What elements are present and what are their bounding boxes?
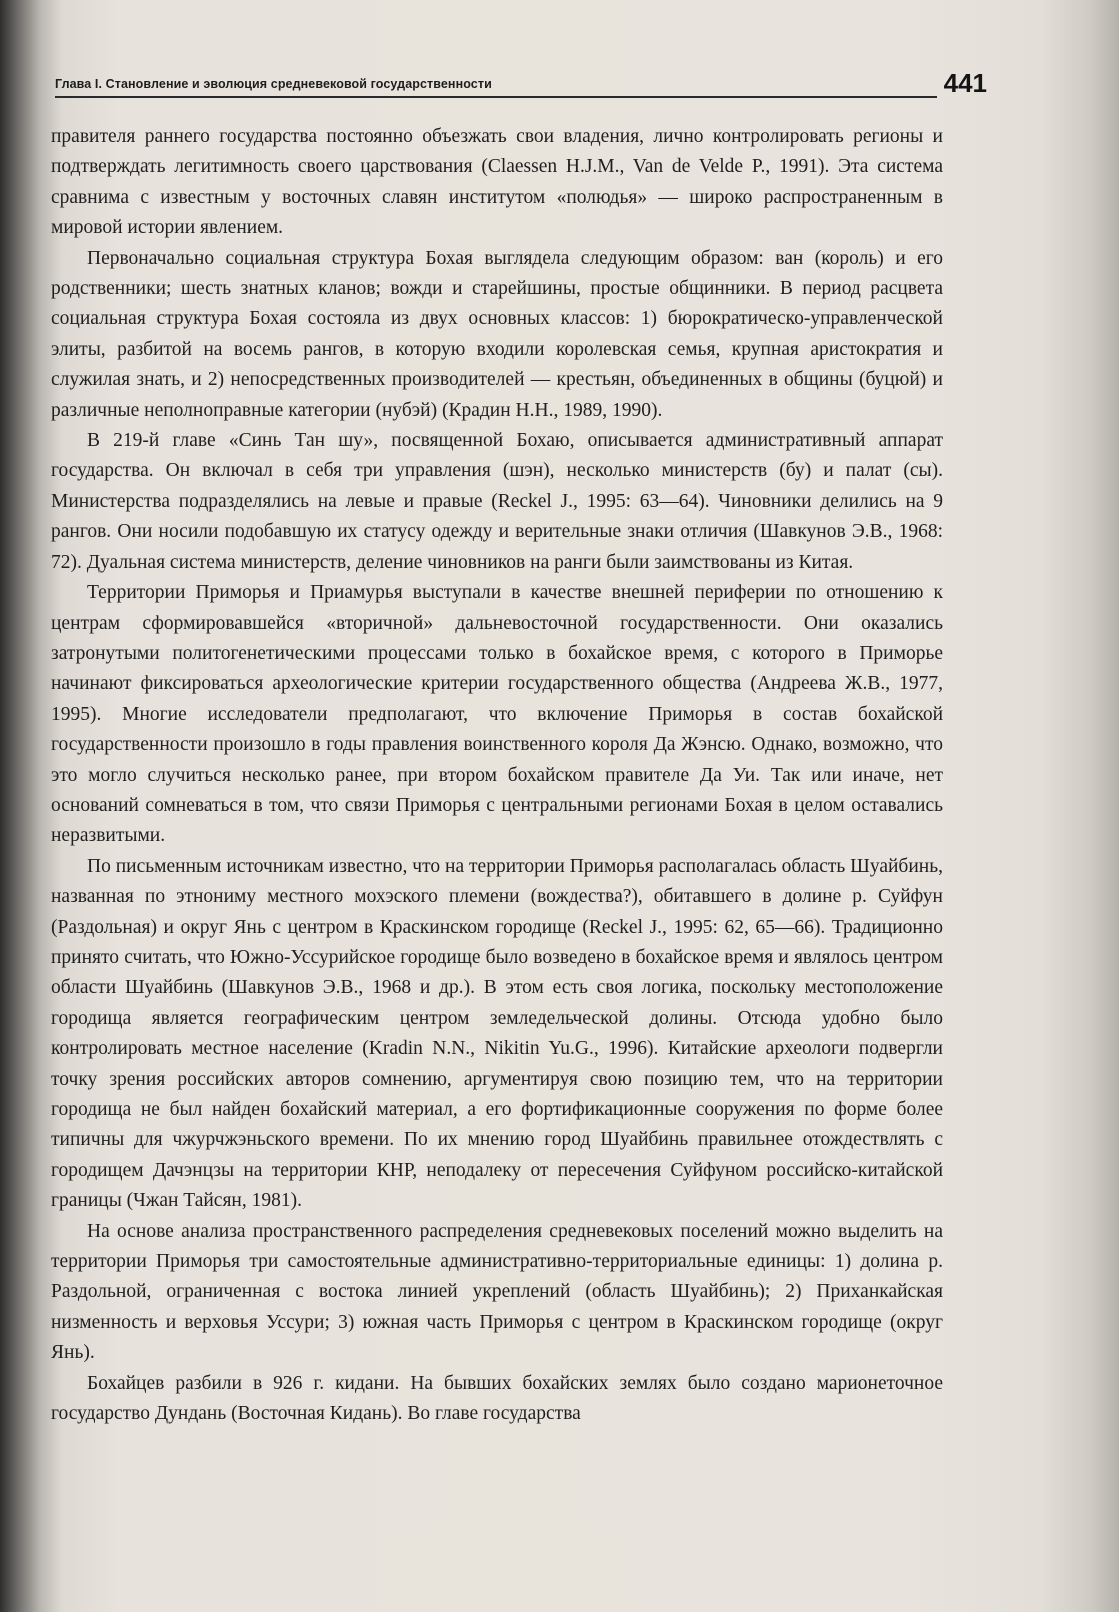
paragraph: правителя раннего государства постоянно объезжать свои владения, лично контролировать регионы и подтверждать легитимность своего царствования (Claessen H.J.M., Van de Velde P., 1991). Эта система сравнима с известным у восточных славян институтом «полюдья» — широко распространенным в мировой истории явлением. <box>51 126 943 239</box>
paragraph: Бохайцев разбили в 926 г. кидани. На бывших бохайских землях было создано марионеточное государство Дундань (Восточная Кидань). Во главе государства <box>51 1372 943 1425</box>
paragraph: Первоначально социальная структура Бохая выглядела следующим образом: ван (король) и его родственники; шесть знатных кланов; вожди и старейшины, простые общинники. В период расцвета социальная структура Бохая состояла из двух основных классов: 1) бюрократическо-управленческой элиты, разбитой на восемь рангов, в которую входили королевская семья, крупная аристократия и служилая знать, и 2) непосредственных производителей — крестьян, объединенных в общины (буцюй) и различные неполноправные категории (нубэй) (Крадин Н.Н., 1989, 1990). <box>51 247 943 421</box>
header-rule <box>55 96 937 98</box>
paragraph: На основе анализа пространственного распределения средневековых поселений можно выделить на территории Приморья три самостоятельные административно-территориальные единицы: 1) долина р. Раздольной, ограниченная с востока линией укреплений (область Шуайбинь); 2) Приханкайская низменность и верховья Уссури; 3) южная часть Приморья с центром в Краскинском городище (округ Янь). <box>51 1220 943 1364</box>
page-number: 441 <box>943 68 987 98</box>
running-title: Глава I. Становление и эволюция средневековой государственности <box>55 77 492 91</box>
paragraph: Территории Приморья и Приамурья выступали в качестве внешней периферии по отношению к центрам сформировавшейся «вторичной» дальневосточной государственности. Они оказались затронутыми политогенетическими процессами только в бохайское время, с которого в Приморье начинают фиксироваться археологические критерии государственного общества (Андреева Ж.В., 1977, 1995). Многие исследователи предполагают, что включение Приморья в состав бохайской государственности произошло в годы правления воинственного короля Да Жэнсю. Однако, возможно, что это могло случиться несколько ранее, при втором бохайском правителе Да Уи. Так или иначе, нет оснований сомневаться в том, что связи Приморья с центральными регионами Бохая в целом оставались неразвитыми. <box>51 582 943 847</box>
body-text <box>51 122 943 1429</box>
page-header <box>55 66 987 102</box>
paragraph: По письменным источникам известно, что на территории Приморья располагалась область Шуайбинь, названная по этнониму местного мохэского племени (вождества?), обитавшего в долине р. Суйфун (Раздольная) и округ Янь с центром в Краскинском городище (Reckel J., 1995: 62, 65—66). Традиционно принято считать, что Южно-Уссурийское городище было возведено в бохайское время и являлось центром области Шуайбинь (Шавкунов Э.В., 1968 и др.). В этом есть своя логика, поскольку местоположение городища является географическим центром земледельческой долины. Отсюда удобно было контролировать местное население (Kradin N.N., Nikitin Yu.G., 1996). Китайские археологи подвергли точку зрения российских авторов сомнению, аргументируя свою позицию тем, что на территории городища не был найден бохайский материал, а его фортификационные сооружения по форме более типичны для чжурчжэньского времени. По их мнению город Шуайбинь правильнее отождествлять с городищем Дачэнцзы на территории КНР, неподалеку от пересечения Суйфуном российско-китайской границы (Чжан Тайсян, 1981). <box>51 855 943 1212</box>
paragraph: В 219-й главе «Синь Тан шу», посвященной Бохаю, описывается административный аппарат государства. Он включал в себя три управления (шэн), несколько министерств (бу) и палат (сы). Министерства подразделялись на левые и правые (Reckel J., 1995: 63—64). Чиновники делились на 9 рангов. Они носили подобавшую их статусу одежду и верительные знаки отличия (Шавкунов Э.В., 1968: 72). Дуальная система министерств, деление чиновников на ранги были заимствованы из Китая. <box>51 430 943 573</box>
